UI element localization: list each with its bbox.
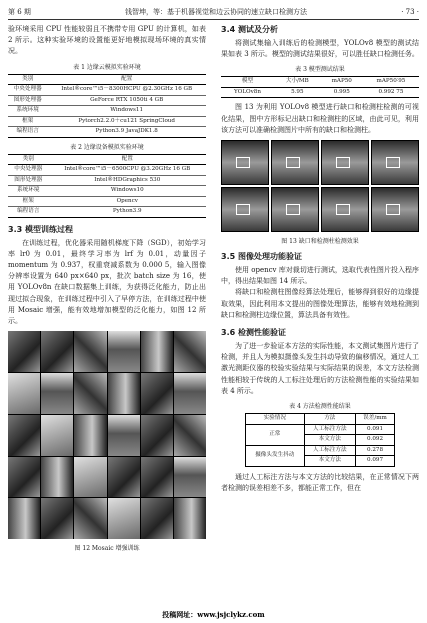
mosaic-tile <box>174 415 206 456</box>
section-3-6-paragraph: 为了进一步验证本方法的实际性能，本文测试集图片进行了检测，并且人为模拟摄像头发生抖动导致的偏移情况，通过人工激光测距仪器的校验实验结果与实际结果的误差，本文方法检测性能相较于传统的人工标注处理后的方法检测性能的实验结果如表 4 所示。 <box>221 342 419 395</box>
table-cell: Python3.9 JavaJDK1.8 <box>47 127 206 138</box>
running-header <box>8 5 419 20</box>
table-cell: 框架 <box>8 116 47 127</box>
table-row <box>246 445 395 456</box>
table-cell: 中央处理器 <box>8 165 49 176</box>
table3-header: mAP50∶95 <box>363 77 419 88</box>
section-3-5-paragraph-1: 使用 opencv 库对裁切进行测试，选取代表性图片投入程序中，得出结果如图 14 所示。 <box>221 266 419 286</box>
table-cell: 中央处理器 <box>8 85 47 96</box>
mosaic-tile <box>108 373 140 414</box>
table-row <box>8 127 206 138</box>
table-cell: Intel®core™i5－8300HCPU @2.30GHz 16 GB <box>47 85 206 96</box>
mosaic-tile <box>174 498 206 539</box>
mosaic-tile <box>8 415 40 456</box>
table-cell: 图形处理器 <box>8 95 47 106</box>
table-cell: 0.278 <box>356 445 395 456</box>
detection-figure <box>221 140 419 232</box>
table-cell: Intel®HDGraphics 530 <box>49 175 206 186</box>
table2 <box>8 154 206 218</box>
mosaic-tile <box>41 415 73 456</box>
mosaic-tile <box>174 457 206 498</box>
mosaic-tile <box>74 331 106 372</box>
mosaic-tile <box>141 331 173 372</box>
table-cell: 0.097 <box>356 456 395 467</box>
table-cell: 人工标注方法 <box>304 445 355 456</box>
table1-header: 配置 <box>47 74 206 85</box>
table-cell: Windows10 <box>49 186 206 197</box>
detection-image <box>221 187 269 232</box>
detection-image <box>221 140 269 185</box>
table3 <box>221 76 419 98</box>
mosaic-tile <box>141 498 173 539</box>
mosaic-tile <box>41 373 73 414</box>
table4-caption: 表 4 方法检测性能结果 <box>289 403 351 411</box>
table1-caption: 表 1 边缘云模拟实验环境 <box>73 63 141 71</box>
mosaic-tile <box>74 457 106 498</box>
intro-paragraph: 验环境采用 CPU 性能较弱且不携带专用 GPU 的计算机，如表 2 所示。这种实验环境的设置能更好地模拟现场环境的真实情况。 <box>8 25 206 56</box>
table-cell: 系统环境 <box>8 186 49 197</box>
table-cell: Pytorch2.2.0＋cu121 SpringCloud <box>47 116 206 127</box>
table-cell: Intel®core™i5－6500CPU @3.20GHz 16 GB <box>49 165 206 176</box>
mosaic-tile <box>108 331 140 372</box>
left-column <box>8 24 206 555</box>
mosaic-tile <box>108 415 140 456</box>
mosaic-tile <box>174 331 206 372</box>
table-cell: 图形处理器 <box>8 175 49 186</box>
table3-caption: 表 3 模型测试结果 <box>295 66 345 74</box>
mosaic-tile <box>8 331 40 372</box>
table-cell: Opencv <box>49 196 206 207</box>
table3-header: 大小/MB <box>274 77 321 88</box>
mosaic-tile <box>8 373 40 414</box>
detection-image <box>271 140 319 185</box>
mosaic-tile <box>108 457 140 498</box>
table4-header: 误差/mm <box>356 414 395 425</box>
table-cell: 编程语言 <box>8 207 49 218</box>
mosaic-tile <box>41 498 73 539</box>
detection-image <box>371 187 419 232</box>
table-cell: 0.092 <box>356 435 395 446</box>
table-row <box>8 175 206 186</box>
figure-13-caption: 图 13 缺口和检测柱检测效果 <box>281 238 359 246</box>
detection-image <box>371 140 419 185</box>
section-3-3-paragraph: 在训练过程，优化器采用随机梯度下降（SGD），初始学习率 lr0 为 0.01，最终学习率为 lrf 为 0.01，动量因子 momentum 为 0.937，权重衰减系数为 0.000 5，输入图像分辨率设置为 640 px×640 px，批次 batch size 为 16，使用 YOLOv8n 在缺口数据集上训练，为获得泛化能力，防止出现过拟合现象，在训练过程中引入了早停方法，在训练过程中使用 Mosaic 增强，能有效地增加模型的泛化能力，如图 12 所示。 <box>8 238 206 326</box>
table-cell: GeForce RTX 1050ti 4 GB <box>47 95 206 106</box>
right-column <box>221 24 419 494</box>
table-row <box>221 87 419 98</box>
figure-12-caption: 图 12 Mosaic 增强训练 <box>74 545 140 553</box>
table-cell: 摄像头发生抖动 <box>246 445 305 466</box>
table-row <box>8 106 206 117</box>
mosaic-tile <box>108 498 140 539</box>
table-row <box>8 116 206 127</box>
table1-header: 类别 <box>8 74 47 85</box>
table-cell: 系统环境 <box>8 106 47 117</box>
table-cell: 本文方法 <box>304 435 355 446</box>
table-cell: 框架 <box>8 196 49 207</box>
section-3-4-paragraph: 将测试集输入训练后的检测模型，YOLOv8 模型的测试结果如表 3 所示。模型的测试结果很好，可以胜任缺口检测任务。 <box>221 39 419 59</box>
table-cell: Windows11 <box>47 106 206 117</box>
table-row <box>8 165 206 176</box>
table2-header: 类别 <box>8 154 49 165</box>
mosaic-tile <box>141 373 173 414</box>
table1 <box>8 74 206 138</box>
submission-url-footer: 投稿网址：www.jsjclykz.com <box>162 610 265 619</box>
detection-image <box>321 187 369 232</box>
table4 <box>245 413 395 467</box>
table-row <box>8 207 206 218</box>
table-cell: 0.995 <box>321 87 363 98</box>
table-cell: 5.95 <box>274 87 321 98</box>
table-row <box>8 85 206 96</box>
table-cell: 0.992 75 <box>363 87 419 98</box>
detection-image <box>321 140 369 185</box>
mosaic-tile <box>174 373 206 414</box>
section-3-4-heading: 3.4 测试及分析 <box>221 25 278 34</box>
table3-header: mAP50 <box>321 77 363 88</box>
final-paragraph: 通过人工标注方法与本文方法的比较结果，在正常情况下两者检测的误差相差不多，都能正常工作，但在 <box>221 472 419 492</box>
table2-header: 配置 <box>49 154 206 165</box>
table2-caption: 表 2 边缘设备模拟实验环境 <box>70 143 144 151</box>
mosaic-tile <box>8 498 40 539</box>
table4-header: 实验情况 <box>246 414 305 425</box>
detection-image <box>271 187 319 232</box>
mosaic-tile <box>41 457 73 498</box>
running-title: 钱智坤，等：基于机器视觉和边云协同的速立缺口检测方法 <box>125 8 308 16</box>
table-cell: 正常 <box>246 424 305 445</box>
table-cell: Python3.9 <box>49 207 206 218</box>
table-row <box>8 186 206 197</box>
table4-header: 方法 <box>304 414 355 425</box>
mosaic-figure <box>8 331 206 539</box>
mosaic-tile <box>8 457 40 498</box>
mosaic-tile <box>141 415 173 456</box>
table-cell: 本文方法 <box>304 456 355 467</box>
table-row <box>246 424 395 435</box>
table-cell: 编程语言 <box>8 127 47 138</box>
mosaic-tile <box>41 331 73 372</box>
section-3-3-heading: 3.3 模型训练过程 <box>8 224 73 234</box>
section-3-6-heading: 3.6 检测性能验证 <box>221 328 286 338</box>
mosaic-tile <box>74 415 106 456</box>
table-cell: 人工标注方法 <box>304 424 355 435</box>
mosaic-tile <box>74 498 106 539</box>
figure-13-intro-paragraph: 图 13 为利用 YOLOv8 模型进行缺口和检测柱检测的可视化结果，图中方形标记出缺口和检测柱的区域，由此可见，利用该方法可以准确检测图片中所有的缺口和检测柱。 <box>221 103 419 134</box>
issue-number: 第 6 期 <box>8 8 31 16</box>
table-cell: 0.091 <box>356 424 395 435</box>
page-number: · 73 · <box>401 8 419 16</box>
mosaic-tile <box>74 373 106 414</box>
mosaic-tile <box>141 457 173 498</box>
table-row <box>8 196 206 207</box>
table3-header: 模型 <box>221 77 274 88</box>
table-row <box>8 95 206 106</box>
section-3-5-heading: 3.5 图像处理功能验证 <box>221 252 302 262</box>
section-3-5-paragraph-2: 将缺口和检测柱图像经算法处理后，能够得到很好的边缘提取效果，因此利用本文提出的图像处理算法，能够有效地检测到缺口和检测柱边缘位置，算法具备有效性。 <box>221 288 419 319</box>
table-cell: YOLOv8n <box>221 87 274 98</box>
